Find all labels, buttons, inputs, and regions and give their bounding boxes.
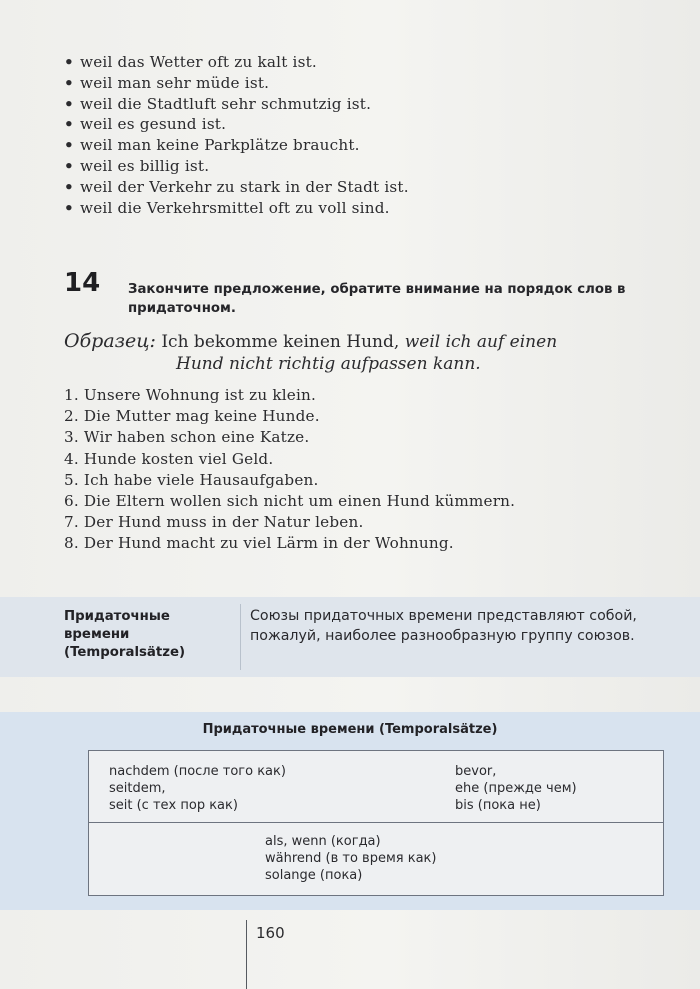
conjunction-column-right (455, 763, 655, 814)
page-gutter-line (246, 920, 247, 989)
model-example (64, 330, 684, 375)
reason-text: weil es gesund ist. (80, 115, 227, 134)
reason-text: weil das Wetter oft zu kalt ist. (80, 53, 317, 71)
list-item (62, 177, 482, 198)
reason-text: weil die Verkehrsmittel oft zu voll sind. (80, 198, 390, 217)
list-item (62, 135, 482, 156)
reason-text: weil man keine Parkplätze braucht. (80, 136, 360, 155)
bullet-icon: • (64, 94, 74, 113)
list-item: 8. Der Hund macht zu viel Lärm in der Wohnung. (64, 534, 454, 553)
bullet-icon: • (64, 156, 74, 175)
list-item: 5. Ich habe viele Hausaufgaben. (64, 470, 319, 489)
conjunction-item: während (в то время как) (265, 851, 437, 866)
conjunction-item: nachdem (после того как) (109, 764, 286, 779)
exercise-number: 14 (64, 268, 101, 298)
model-main-clause: Ich bekomme keinen Hund, (161, 332, 400, 352)
bullet-icon: • (64, 198, 74, 217)
table-row (89, 751, 663, 823)
conjunction-column-left (109, 763, 389, 814)
list-item (62, 198, 482, 219)
divider (240, 604, 241, 670)
conjunction-column-center (265, 833, 565, 884)
reason-text: weil man sehr müde ist. (80, 73, 270, 92)
list-item: 3. Wir haben schon eine Katze. (64, 428, 310, 447)
conjunction-table-caption: Придаточные времени (Temporalsätze) (202, 722, 498, 737)
list-item: 6. Die Eltern wollen sich nicht um einen Hund kümmern. (64, 492, 516, 511)
bullet-icon: • (64, 53, 74, 71)
conjunction-item: seitdem, (109, 781, 166, 796)
conjunction-item: solange (пока) (265, 868, 363, 883)
list-item: 2. Die Mutter mag keine Hunde. (64, 407, 320, 426)
exercise-task: Закончите предложение, обратите внимание на порядок слов в придаточном. (128, 282, 626, 316)
list-item (62, 73, 482, 94)
list-item (62, 94, 482, 115)
model-sub-clause-2: Hund nicht richtig aufpassen kann. (176, 354, 481, 374)
reason-text: weil es billig ist. (80, 156, 210, 175)
list-item: 1. Unsere Wohnung ist zu klein. (64, 386, 317, 404)
conjunction-item: bevor, (455, 764, 497, 779)
sentence-list (64, 385, 544, 555)
conjunction-item: ehe (прежде чем) (455, 781, 577, 796)
list-item (62, 156, 482, 177)
conjunction-item: bis (пока не) (455, 798, 541, 813)
conjunction-item: als, wenn (когда) (265, 834, 381, 849)
list-item (62, 52, 482, 73)
reason-text: weil der Verkehr zu stark in der Stadt ist. (80, 177, 409, 196)
reason-text: weil die Stadtluft sehr schmutzig ist. (80, 94, 372, 113)
conjunction-table (88, 750, 664, 896)
reason-list (62, 52, 482, 218)
list-item: 7. Der Hund muss in der Natur leben. (64, 513, 364, 532)
bullet-icon: • (64, 115, 74, 134)
bullet-icon: • (64, 136, 74, 155)
conjunction-item: seit (с тех пор как) (109, 798, 238, 813)
bullet-icon: • (64, 177, 74, 196)
list-item (62, 114, 482, 135)
bullet-icon: • (64, 73, 74, 92)
page-number: 160 (256, 924, 285, 942)
grammar-rule-text: Союзы придаточных времени представляют собой, пожалуй, наиболее разнообразную группу союзов. (250, 608, 637, 644)
grammar-rule-title: Придаточные времени (Temporalsätze) (64, 609, 186, 660)
model-label: Образец: (64, 330, 156, 352)
model-sub-clause-1: weil ich auf einen (404, 332, 558, 352)
list-item: 4. Hunde kosten viel Geld. (64, 449, 274, 468)
